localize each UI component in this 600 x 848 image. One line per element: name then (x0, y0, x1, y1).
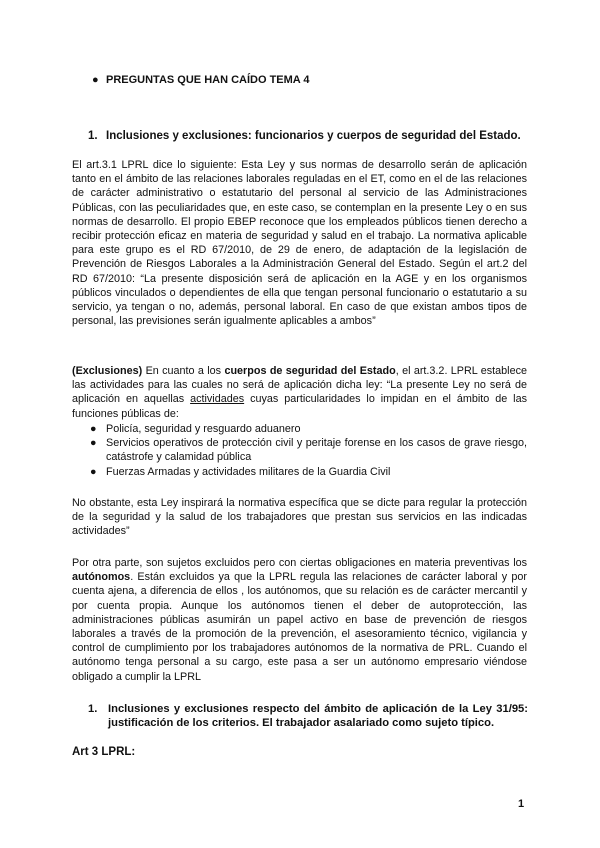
exclusiones-text-c: cuyas particularidades lo impidan en el ámbito de las funciones públicas de: (72, 393, 527, 420)
list-item (72, 436, 527, 464)
bullet-icon: ● (90, 437, 97, 450)
exclusiones-label: (Exclusiones) (72, 365, 143, 377)
actividades-underlined: actividades (190, 393, 245, 406)
section-2-heading (88, 702, 528, 731)
section-2-number: 1. (88, 703, 98, 715)
section-1-number: 1. (88, 130, 98, 142)
paragraph-exclusiones (72, 364, 527, 421)
top-bullet-label: PREGUNTAS QUE HAN CAÍDO TEMA 4 (106, 74, 310, 86)
cuerpos-seguridad-label: cuerpos de seguridad del Estado (224, 365, 396, 377)
section-1-heading (88, 130, 521, 142)
bullet-icon: ● (90, 423, 97, 435)
paragraph-autonomos (72, 556, 527, 684)
exclusiones-text-b: , el art.3.2. LPRL establece las actividades para las cuales no será de aplicación dicha ley: “La presente Ley no será de aplicación en aquellas (72, 365, 527, 406)
autonomos-text-a: Por otra parte, son sujetos excluidos pero con ciertas obligaciones en materia preventivas los (72, 557, 527, 569)
list-item-text: Policía, seguridad y resguardo aduanero (106, 423, 301, 435)
autonomos-text-b: . Están excluidos ya que la LPRL regula las relaciones de carácter laboral y por cuenta ajena, a diferencia de ellos , los autónomos, que su relación es de carácter mercantil y por cuenta propia. Aunque los autónomos tienen el deber de autoprotección, las administraciones públicas asumirán un papel activo en base de prevención de riesgos laborales a través de la promoción de la prevención, el asesoramiento técnico, vigilancia y control de cumplimiento por los trabajadores autónomos de la normativa de PRL. Cuando el autónomo tenga personal a su cargo, este pasa a ser un autónomo empresario viéndose obligado a cumplir la LPRL (72, 571, 527, 683)
top-bullet-heading (92, 74, 310, 86)
art-3-heading: Art 3 LPRL: (72, 746, 136, 758)
exclusiones-text-a: En cuanto a los (142, 365, 225, 377)
bullet-icon: ● (90, 465, 97, 478)
paragraph-art-3-1: El art.3.1 LPRL dice lo siguiente: Esta Ley y sus normas de desarrollo serán de aplicación tanto en el ámbito de las relaciones laborales reguladas en el ET, como en el de las relaciones de carácter administrativo o estatutario del personal al servicio de las Administraciones Públicas, con las peculiaridades que, en este caso, se contemplan en la presente Ley o en sus normas de desarrollo. El propio EBEP reconoce que los empleados públicos tienen derecho a recibir protección eficaz en materia de seguridad y salud en el trabajo. La normativa aplicable para este grupo es el RD 67/2010, de 29 de enero, de adaptación de la legislación de Prevención de Riesgos Laborales a la Administración General del Estado. Según el art.2 del RD 67/2010: “La presente disposición será de aplicación en la AGE y en los organismos públicos vinculados o dependientes de ella que tengan personal funcionario o estatutario a su servicio, ya tengan o no, además, personal laboral. En caso de que existan ambos tipos de personal, las previsiones serán igualmente aplicables a ambos” (72, 159, 527, 328)
bullet-icon: ● (92, 74, 99, 86)
list-item (72, 422, 527, 436)
excluded-activities-list (72, 422, 527, 479)
autonomos-label: autónomos (72, 571, 131, 584)
section-2-title: Inclusiones y exclusiones respecto del ámbito de aplicación de la Ley 31/95: justificación de los criterios. El trabajador asalariado como sujeto típico. (108, 703, 528, 730)
list-item-text: Servicios operativos de protección civil y peritaje forense en los casos de grave riesgo, catástrofe y calamidad pública (106, 437, 527, 464)
page-number: 1 (518, 798, 525, 810)
list-item (72, 465, 527, 479)
list-item-text: Fuerzas Armadas y actividades militares de la Guardia Civil (106, 465, 391, 478)
section-1-title: Inclusiones y exclusiones: funcionarios y cuerpos de seguridad del Estado. (106, 130, 521, 142)
paragraph-no-obstante: No obstante, esta Ley inspirará la normativa específica que se dicte para regular la protección de la seguridad y la salud de los trabajadores que prestan sus servicios en las indicadas actividades” (72, 497, 527, 538)
